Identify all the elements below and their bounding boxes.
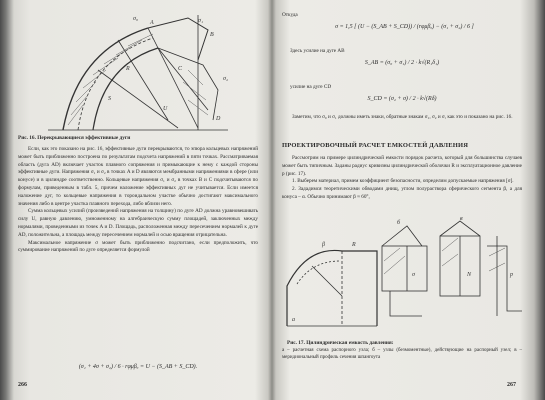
paragraph: Если, как это показано на рис. 16, эффективные дуги перекрываются, то эпюра кольцевых напряжений может быть приближенно построена по результатам подсчета напряжений в пяти точках. Рассматриваемая область (дуга AD) включает участок плавного сопряжения и примыкающие к нему с каждой стороны эффективные дуги. Напряжения σ₁ и σ₂ в точках A и D являются мембранными напряжениями в сфере (или конусе) и в цилиндре соответственно. Кольцевые напряжения σ₁ и σ₂ в точках B и C подсчитываются по формулам, приведенным в табл. 5, причем наложение эффективных дуг не учитывается. Если имеется наложение дуг, то кольцевые напряжения в тороидальном участке обычно достигают максимального значения либо в центре участка плавного перехода, либо вблизи него. [18, 146, 258, 207]
right-body-text [282, 155, 522, 202]
svg-text:σ₀: σ₀ [133, 16, 139, 22]
svg-text:N: N [467, 272, 472, 278]
svg-text:D: D [216, 116, 221, 122]
formula-scd: S_CD = (σ₂ + σ) / 2 · k√(Rδ) [367, 96, 437, 102]
section-heading: ПРОЕКТИРОВОЧНЫЙ РАСЧЕТ ЕМКОСТЕЙ ДАВЛЕНИЯ [282, 142, 469, 149]
figure-16-caption: Рис. 16. Перекрывающиеся эффективные дуги [18, 135, 131, 141]
otkuda-line: Откуда [282, 12, 298, 18]
svg-text:а: а [292, 317, 295, 323]
svg-text:σ₁: σ₁ [198, 18, 204, 24]
svg-text:U: U [163, 106, 168, 112]
formula-sigma: σ = 1,5 [ (U − (S_AB + S_CD)) / (rφμβₐ) − (σ₁ + σ₂) / 6 ] [335, 24, 474, 30]
figure-16 [38, 10, 238, 132]
svg-text:A: A [150, 20, 154, 26]
svg-text:β: β [322, 242, 325, 248]
svg-text:б: б [397, 220, 401, 226]
note-text: Заметим, что σ₀ и σ₁ должны иметь знаки, обратные знакам σ₁, σ₂ и σ, как это и показано на рис. 16. [292, 114, 513, 120]
paragraph: Сумма кольцевых усилий (произведений напряжения на толщину) по дуге AD должна уравновешивать силу U, равную давлению, умноженному на алгебраическую сумму площадей, заключенных между нормалями, проведенными из точек A и D. Площадь, расположенная между пересечением нормалей к дуге AD, положительна, а площадь между пересечением нормалей и осью вращения отрицательна. [18, 208, 258, 238]
svg-text:C: C [178, 66, 183, 72]
formula-left: (σ₁ + 4σ + σ₂) / 6 · rφμβₐ = U − (S_AB + S_CD). [78, 364, 198, 370]
svg-text:σ: σ [412, 272, 415, 278]
paragraph: 1. Выберем материал, примем коэффициент безопасности, определим допускаемые напряжения [σ]. [292, 178, 514, 185]
figure-17-caption: Рис. 17. Цилиндрическая емкость давления: [287, 340, 394, 346]
svg-text:S: S [108, 96, 111, 102]
paragraph: 2. Зададимся теоретическими обводами днищ, углом полураствора сферического сегмента β, а для конуса – α. Обычно принимают β ≈ 60°, [282, 186, 522, 200]
right-page [282, 10, 527, 395]
formula-sab: S_AB = (σ₀ + σ₁) / 2 · k√(R₁δ₁) [364, 60, 440, 66]
line-cd: усилие на дуге CD [290, 84, 332, 90]
left-body-text [18, 146, 258, 255]
figure-17-subcaption: а – расчетная схема распорного узла; б – узлы (безмоментные), действующие на распорный узел; в – меридиональный профиль сечения шпангоута [282, 348, 522, 360]
svg-text:R: R [352, 242, 356, 248]
page-number-right: 267 [507, 382, 516, 388]
svg-text:p: p [510, 272, 513, 278]
svg-text:B: B [210, 32, 214, 38]
paragraph: Максимальное напряжение σ может быть приближенно подсчитано, если предположить, что суммирование напряжений по дуге определяется формулой [18, 239, 258, 254]
svg-text:в: в [460, 216, 463, 222]
page-number-left: 266 [18, 382, 27, 388]
line-ab: Здесь усилие на дуге AB [290, 48, 345, 54]
svg-text:σ₂: σ₂ [223, 76, 229, 82]
figure-17 [282, 216, 527, 336]
left-page [18, 10, 258, 395]
paragraph: Рассмотрим на примере цилиндрической емкости порядок расчета, который для большинства случаев может быть типичным. Заданы радиус кривизны цилиндрической оболочки R и эксплуатационное давление p (рис. 17). [282, 155, 522, 177]
svg-text:R: R [126, 66, 130, 72]
